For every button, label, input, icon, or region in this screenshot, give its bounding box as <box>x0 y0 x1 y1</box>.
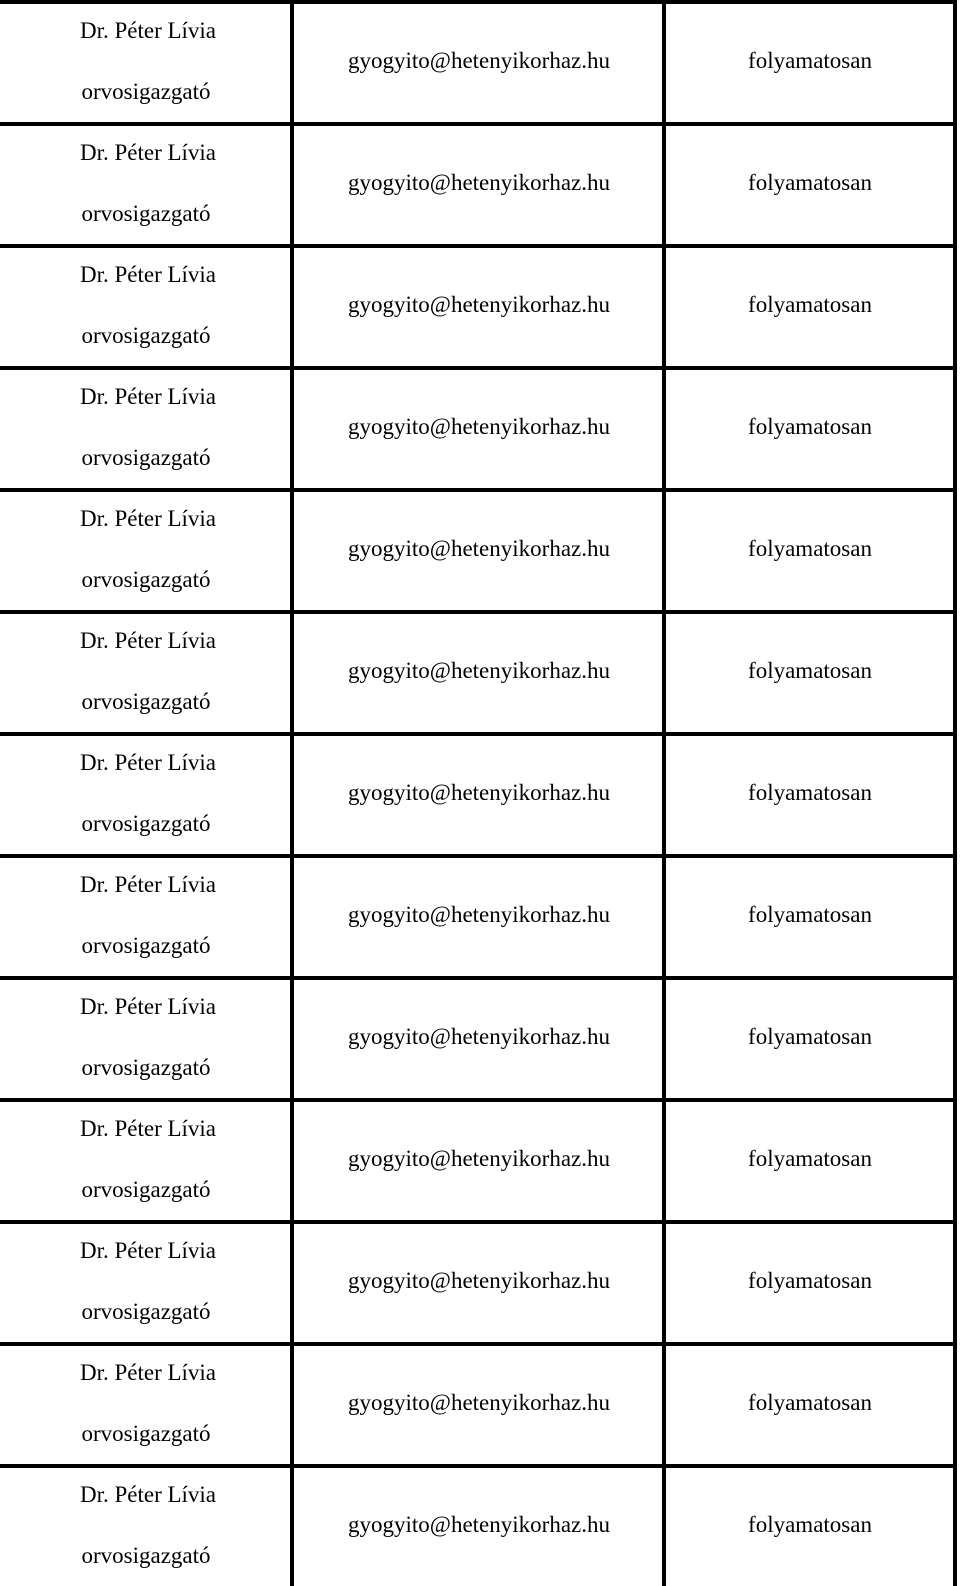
name-cell <box>0 262 292 349</box>
table-row <box>0 1342 960 1464</box>
name-cell <box>0 140 292 227</box>
table-row <box>0 854 960 976</box>
row-border <box>0 854 957 858</box>
name-cell <box>0 750 292 837</box>
name-cell <box>0 1238 292 1325</box>
table-row <box>0 488 960 610</box>
availability-cell: folyamatosan <box>748 292 872 317</box>
email-cell[interactable]: gyogyito@hetenyikorhaz.hu <box>348 1512 610 1537</box>
email-cell[interactable]: gyogyito@hetenyikorhaz.hu <box>348 1390 610 1415</box>
email-cell[interactable]: gyogyito@hetenyikorhaz.hu <box>348 536 610 561</box>
person-title: orvosigazgató <box>81 445 211 470</box>
email-cell[interactable]: gyogyito@hetenyikorhaz.hu <box>348 902 610 927</box>
table-row <box>0 1464 960 1586</box>
name-cell <box>0 1116 292 1203</box>
person-name: Dr. Péter Lívia <box>79 140 217 165</box>
availability-cell: folyamatosan <box>748 414 872 439</box>
person-title: orvosigazgató <box>81 811 211 836</box>
row-border <box>0 610 957 614</box>
row-border <box>0 1220 957 1224</box>
availability-cell: folyamatosan <box>748 658 872 683</box>
person-title: orvosigazgató <box>81 689 211 714</box>
email-cell[interactable]: gyogyito@hetenyikorhaz.hu <box>348 170 610 195</box>
table-row <box>0 732 960 854</box>
person-title: orvosigazgató <box>81 1299 211 1324</box>
person-title: orvosigazgató <box>81 1543 211 1568</box>
person-title: orvosigazgató <box>81 201 211 226</box>
person-name: Dr. Péter Lívia <box>79 628 217 653</box>
person-name: Dr. Péter Lívia <box>79 506 217 531</box>
row-border <box>0 732 957 736</box>
person-title: orvosigazgató <box>81 933 211 958</box>
person-name: Dr. Péter Lívia <box>79 1360 217 1385</box>
table-row <box>0 122 960 244</box>
table-row <box>0 1220 960 1342</box>
person-name: Dr. Péter Lívia <box>79 18 217 43</box>
availability-cell: folyamatosan <box>748 1512 872 1537</box>
person-name: Dr. Péter Lívia <box>79 1116 217 1141</box>
table-row <box>0 244 960 366</box>
person-name: Dr. Péter Lívia <box>79 1238 217 1263</box>
email-cell[interactable]: gyogyito@hetenyikorhaz.hu <box>348 414 610 439</box>
availability-cell: folyamatosan <box>748 1390 872 1415</box>
table-row <box>0 1098 960 1220</box>
person-title: orvosigazgató <box>81 1421 211 1446</box>
email-cell[interactable]: gyogyito@hetenyikorhaz.hu <box>348 1268 610 1293</box>
availability-cell: folyamatosan <box>748 536 872 561</box>
row-border <box>0 1342 957 1346</box>
availability-cell: folyamatosan <box>748 1146 872 1171</box>
person-name: Dr. Péter Lívia <box>79 872 217 897</box>
row-border <box>0 122 957 126</box>
person-title: orvosigazgató <box>81 323 211 348</box>
name-cell <box>0 1360 292 1447</box>
name-cell <box>0 18 292 105</box>
email-cell[interactable]: gyogyito@hetenyikorhaz.hu <box>348 292 610 317</box>
person-name: Dr. Péter Lívia <box>79 1482 217 1507</box>
email-cell[interactable]: gyogyito@hetenyikorhaz.hu <box>348 780 610 805</box>
person-title: orvosigazgató <box>81 1177 211 1202</box>
availability-cell: folyamatosan <box>748 48 872 73</box>
row-border <box>0 244 957 248</box>
person-name: Dr. Péter Lívia <box>79 262 217 287</box>
person-title: orvosigazgató <box>81 79 211 104</box>
email-cell[interactable]: gyogyito@hetenyikorhaz.hu <box>348 1146 610 1171</box>
name-cell <box>0 994 292 1081</box>
row-border <box>0 976 957 980</box>
table-row <box>0 0 960 122</box>
table-row <box>0 976 960 1098</box>
person-name: Dr. Péter Lívia <box>79 750 217 775</box>
availability-cell: folyamatosan <box>748 780 872 805</box>
name-cell <box>0 506 292 593</box>
availability-cell: folyamatosan <box>748 170 872 195</box>
availability-cell: folyamatosan <box>748 1024 872 1049</box>
person-name: Dr. Péter Lívia <box>79 994 217 1019</box>
person-title: orvosigazgató <box>81 567 211 592</box>
row-border <box>0 366 957 370</box>
availability-cell: folyamatosan <box>748 902 872 927</box>
email-cell[interactable]: gyogyito@hetenyikorhaz.hu <box>348 1024 610 1049</box>
availability-cell: folyamatosan <box>748 1268 872 1293</box>
name-cell <box>0 1482 292 1569</box>
person-title: orvosigazgató <box>81 1055 211 1080</box>
row-border <box>0 1098 957 1102</box>
row-border <box>0 0 957 4</box>
name-cell <box>0 872 292 959</box>
email-cell[interactable]: gyogyito@hetenyikorhaz.hu <box>348 658 610 683</box>
row-border <box>0 1464 957 1468</box>
table-row <box>0 366 960 488</box>
row-border <box>0 488 957 492</box>
name-cell <box>0 384 292 471</box>
table-row <box>0 610 960 732</box>
person-name: Dr. Péter Lívia <box>79 384 217 409</box>
email-cell[interactable]: gyogyito@hetenyikorhaz.hu <box>348 48 610 73</box>
name-cell <box>0 628 292 715</box>
